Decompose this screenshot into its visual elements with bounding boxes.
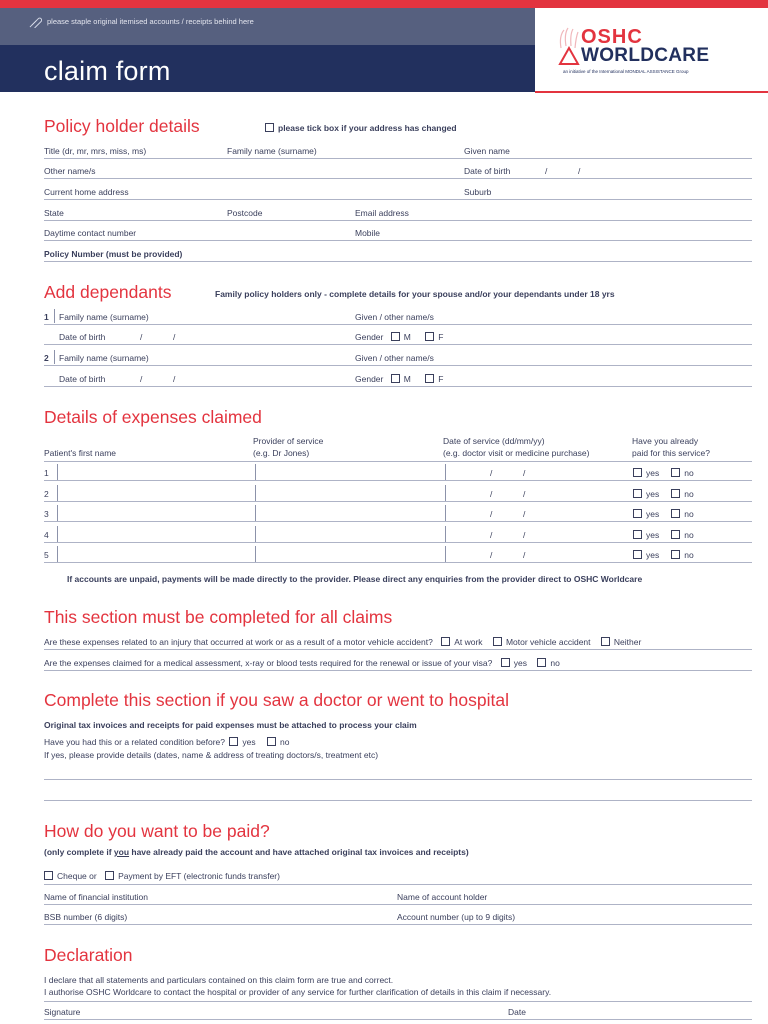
date-label: Date [508,1007,526,1017]
expense-paid-options [633,489,694,499]
date-slash: / [545,166,548,176]
staple-note: please staple original itemised accounts / receipts behind here [47,17,254,26]
payment-method-rule [44,884,752,885]
paperclip-icon [29,15,42,28]
expense-col-divider [445,505,446,521]
condition-question-row [44,737,289,747]
paid-yes-checkbox[interactable] [633,530,642,539]
expense-col-divider [57,546,58,562]
section-declaration: Declaration [44,945,133,965]
logo-tagline: an initiative of the International MONDIAL ASSISTANCE Group [563,69,689,74]
col-date-1: Date of service (dd/mm/yy) [443,436,545,446]
dependants-note: Family policy holders only - complete details for your spouse and/or your dependants under 18 yrs [215,289,615,299]
dependant-given-label: Given / other name/s [355,353,434,363]
paid-no-checkbox[interactable] [671,468,680,477]
title-row-field[interactable] [44,158,752,159]
date-slash: / [523,509,526,519]
expense-col-divider [445,526,446,542]
expense-row-number: 1 [44,468,49,478]
date-slash: / [490,529,493,540]
date-slash: / [523,550,526,560]
dependant-divider [54,309,55,323]
section-expenses: Details of expenses claimed [44,407,262,427]
dependant-2-gender [355,374,443,384]
paid-yes-checkbox[interactable] [633,468,642,477]
condition-no-checkbox[interactable] [267,737,276,746]
neither-checkbox[interactable] [601,637,610,646]
neither-label: Neither [613,637,642,647]
date-slash: / [523,468,526,478]
institution-label: Name of financial institution [44,892,148,902]
state-field[interactable] [44,220,752,221]
expense-row-field[interactable] [44,562,752,563]
doctor-note: Original tax invoices and receipts for paid expenses must be attached to process your claim [44,720,417,730]
paid-yes-label: yes [646,488,660,499]
signature-label: Signature [44,1007,81,1017]
col-provider-2: (e.g. Dr Jones) [253,448,310,458]
section-doctor: Complete this section if you saw a doctor or went to hospital [44,690,509,710]
email-label: Email address [355,208,409,218]
paid-yes-label: yes [646,509,660,519]
address-changed-label: please tick box if your address has changed [278,123,457,133]
date-slash: / [490,468,493,478]
dependant-given-label: Given / other name/s [355,312,434,322]
expense-row-field[interactable] [44,521,752,522]
section-all-claims: This section must be completed for all claims [44,607,393,627]
dependant-dob-label: Date of birth [59,374,106,384]
expense-col-divider [57,526,58,542]
paid-no-checkbox[interactable] [671,530,680,539]
col-date-2: (e.g. doctor visit or medicine purchase) [443,448,590,458]
expense-row-number: 5 [44,550,49,560]
visa-no-checkbox[interactable] [537,658,546,667]
gender-m-checkbox[interactable] [391,374,400,383]
gender-f-checkbox[interactable] [425,374,434,383]
condition-yes-checkbox[interactable] [229,737,238,746]
expense-col-divider [255,464,256,480]
details-field-1[interactable] [44,779,752,780]
gender-f-label: F [438,332,444,342]
gender-m-label: M [403,374,411,384]
eft-label: Payment by EFT (electronic funds transfer) [118,871,280,881]
dependant-number: 2 [44,353,49,363]
dependant-2-dob-field[interactable] [44,386,752,387]
declaration-line-1: I declare that all statements and particulars contained on this claim form are true and correct. [44,975,394,985]
given-name-label: Given name [464,146,510,156]
condition-yes-label: yes [242,737,256,747]
address-label: Current home address [44,187,129,197]
col-paid-2: paid for this service? [632,448,710,458]
expense-paid-options [633,468,694,478]
declaration-line-2: I authorise OSHC Worldcare to contact the hospital or provider of any service for further clarification of details in this claim if necessary. [44,987,552,997]
dependant-1-name-field[interactable] [44,324,752,325]
other-names-label: Other name/s [44,166,96,176]
expense-paid-options [633,509,694,519]
date-slash: / [140,332,143,342]
cheque-checkbox[interactable] [44,871,53,880]
address-changed-checkbox-row[interactable] [265,123,457,133]
paid-yes-label: yes [646,529,660,540]
bsb-field[interactable] [44,924,752,925]
signature-field[interactable] [44,1019,752,1020]
expense-row-number: 4 [44,529,49,540]
mobile-label: Mobile [355,228,381,238]
dependant-family-label: Family name (surname) [59,312,149,322]
paid-no-label: no [684,468,694,478]
page-title: claim form [44,56,171,86]
dob-label: Date of birth [464,166,511,176]
gender-label: Gender [355,374,384,384]
dependant-family-label: Family name (surname) [59,353,149,363]
paid-no-label: no [684,488,694,499]
eft-checkbox[interactable] [105,871,114,880]
date-slash: / [490,509,493,519]
top-accent-bar [0,0,768,8]
injury-question-rule [44,649,752,650]
logo-worldcare-text: WORLDCARE [581,45,710,66]
dependant-divider [54,350,55,364]
expense-col-divider [445,464,446,480]
account-holder-label: Name of account holder [397,892,488,902]
gender-f-checkbox[interactable] [425,332,434,341]
logo-underline [535,91,768,92]
condition-no-label: no [279,737,290,747]
date-slash: / [490,488,493,499]
condition-question: Have you had this or a related condition before? [44,737,225,747]
suburb-label: Suburb [464,187,492,197]
at-work-checkbox[interactable] [441,637,450,646]
injury-question: Are these expenses related to an injury that occurred at work or as a result of a motor vehicle accident? [44,637,433,647]
payment-note-a: (only complete if [44,847,114,857]
paid-no-label: no [684,509,694,519]
col-provider-1: Provider of service [253,436,324,446]
payment-method-row [44,871,280,881]
paid-no-checkbox[interactable] [671,489,680,498]
section-policy-holder: Policy holder details [44,116,200,136]
expense-col-divider [57,505,58,521]
dependant-1-gender [355,332,443,342]
account-number-label: Account number (up to 9 digits) [397,912,516,922]
expense-row-field[interactable] [44,501,752,502]
postcode-label: Postcode [227,208,263,218]
dependant-1-dob-field[interactable] [44,344,752,345]
expense-col-divider [445,485,446,501]
mva-checkbox[interactable] [493,637,502,646]
visa-yes-checkbox[interactable] [501,658,510,667]
visa-question-row [44,658,560,668]
gender-label: Gender [355,332,384,342]
expense-row-field[interactable] [44,480,752,481]
daytime-contact-label: Daytime contact number [44,228,137,238]
state-label: State [44,208,64,218]
gender-m-checkbox[interactable] [391,332,400,341]
date-slash: / [523,488,526,499]
expense-col-divider [255,505,256,521]
details-label: If yes, please provide details (dates, name & address of treating doctors/s, treatment etc) [44,750,379,760]
expenses-header-rule [44,461,752,462]
family-name-label: Family name (surname) [227,146,317,156]
payment-note-b: have already paid the account and have attached original tax invoices and receipts) [129,847,469,857]
other-names-field[interactable] [44,178,752,179]
expense-col-divider [57,464,58,480]
payment-note [44,847,469,857]
mva-label: Motor vehicle accident [505,637,591,647]
paid-no-checkbox[interactable] [671,509,680,518]
expense-row-number: 3 [44,509,49,519]
col-patient: Patient's first name [44,448,117,458]
col-paid-1: Have you already [632,436,699,446]
logo-mark-icon [557,26,581,66]
expense-col-divider [255,485,256,501]
paid-yes-checkbox[interactable] [633,509,642,518]
expense-col-divider [255,546,256,562]
paid-no-label: no [684,550,694,560]
policy-number-label: Policy Number (must be provided) [44,249,183,259]
visa-no-label: no [550,658,560,668]
logo [535,8,768,93]
expense-col-divider [445,546,446,562]
dependant-number: 1 [44,312,49,322]
cheque-label: Cheque or [57,871,97,881]
staple-bar [0,8,535,45]
expense-row-number: 2 [44,488,49,499]
date-slash: / [173,374,176,384]
policy-number-field[interactable] [44,261,752,262]
visa-question: Are the expenses claimed for a medical assessment, x-ray or blood tests required for the renewal or issue of your visa? [44,658,493,668]
bsb-label: BSB number (6 digits) [44,912,128,922]
logo-oshc-text: OSHC [581,26,643,48]
visa-question-rule [44,670,752,671]
date-slash: / [140,374,143,384]
expense-col-divider [255,526,256,542]
paid-yes-checkbox[interactable] [633,550,642,559]
section-payment: How do you want to be paid? [44,821,270,841]
expense-row-field[interactable] [44,542,752,543]
paid-yes-label: yes [646,468,660,478]
date-slash: / [173,332,176,342]
date-slash: / [578,166,581,176]
unpaid-note: If accounts are unpaid, payments will be made directly to the provider. Please direct any enquiries from the provider direct to OSHC Worldcare [67,574,643,584]
institution-field[interactable] [44,904,752,905]
title-label: Title (dr, mr, mrs, miss, ms) [44,146,147,156]
expense-col-divider [57,485,58,501]
contact-field[interactable] [44,240,752,241]
paid-yes-label: yes [646,550,660,560]
payment-note-you: you [113,847,130,857]
address-changed-checkbox[interactable] [265,123,274,132]
dependant-2-name-field[interactable] [44,365,752,366]
gender-m-label: M [403,332,411,342]
expense-paid-options [633,550,694,560]
expense-paid-options [633,530,694,540]
at-work-label: At work [454,637,483,647]
date-slash: / [490,550,493,560]
section-dependants: Add dependants [44,282,172,302]
injury-question-row [44,637,641,647]
visa-yes-label: yes [513,658,527,668]
paid-yes-checkbox[interactable] [633,489,642,498]
dependant-dob-label: Date of birth [59,332,106,342]
declaration-rule [44,1001,752,1002]
details-field-2[interactable] [44,800,752,801]
date-slash: / [523,529,526,540]
address-field[interactable] [44,199,752,200]
paid-no-label: no [684,529,694,540]
gender-f-label: F [438,374,444,384]
header-banner [0,8,535,92]
paid-no-checkbox[interactable] [671,550,680,559]
